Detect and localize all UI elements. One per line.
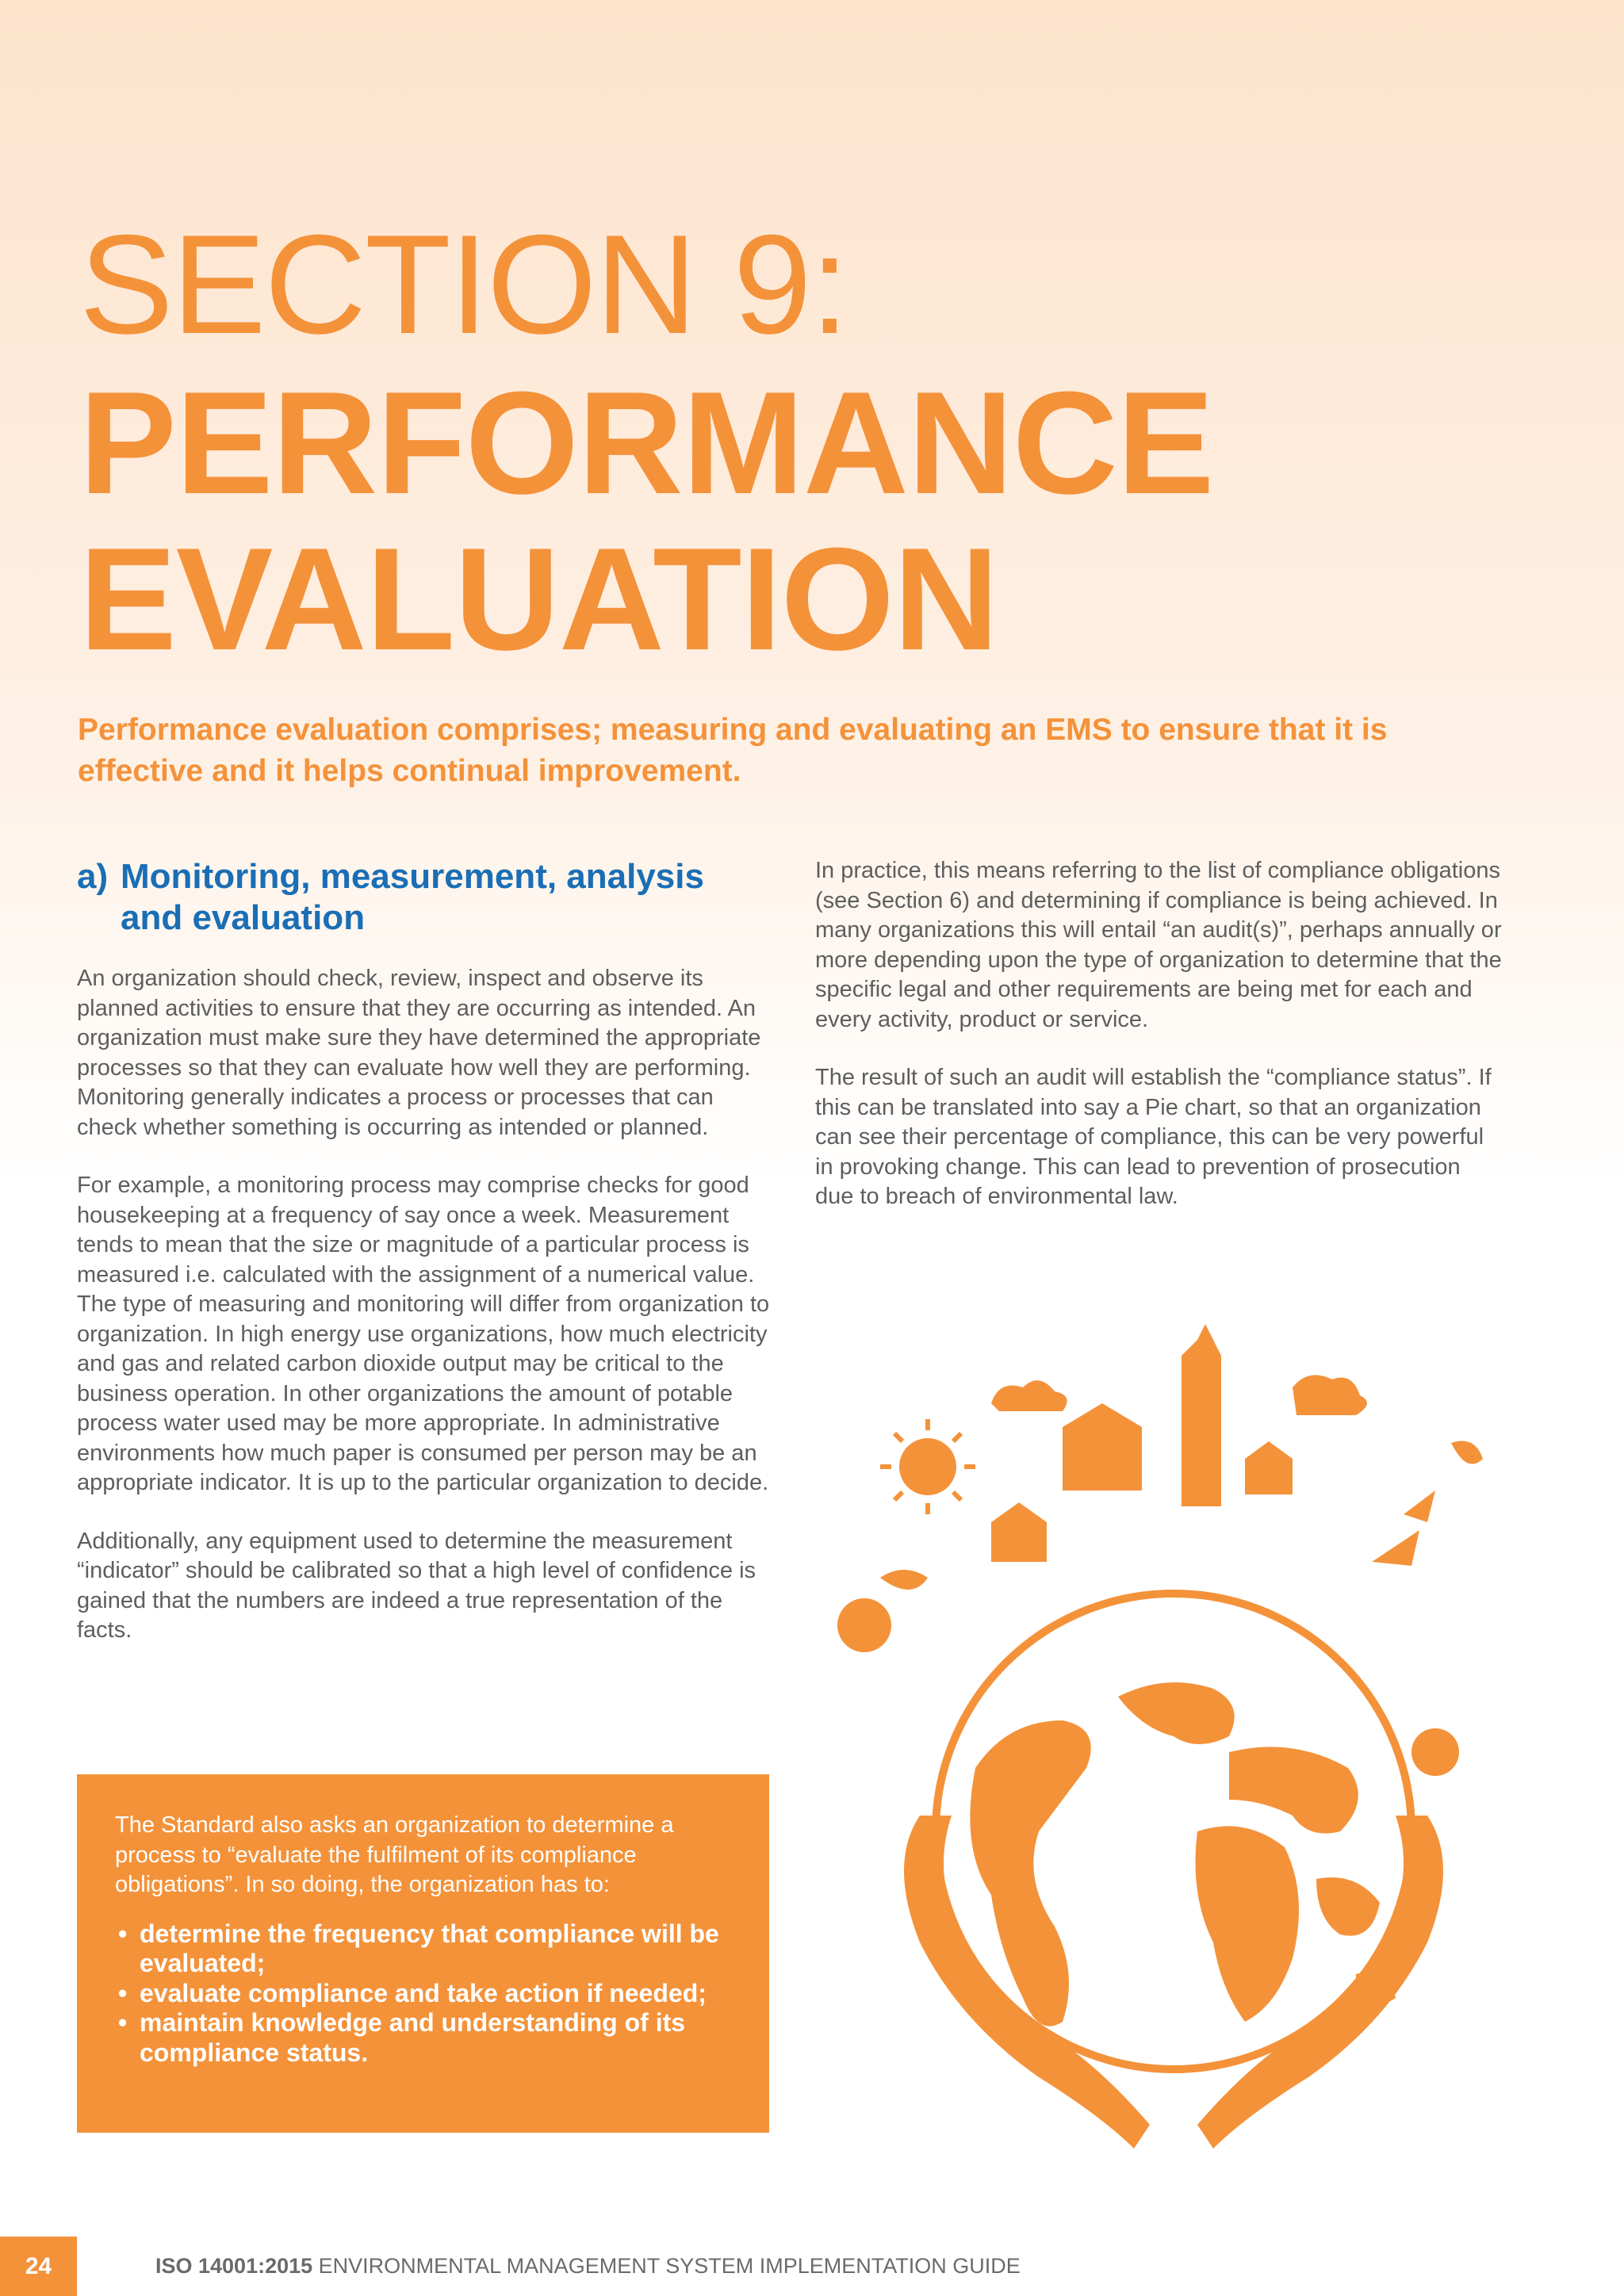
- paragraph: In practice, this means referring to the list of compliance obligations (see Section 6) and determining if compliance is being achieved. In many organizations this will entail “an audit(s)”, perhaps annually or more depending upon the type of organization to determine that the specific legal and other requirements are being met for each and every activity, product or service.: [815, 858, 1502, 1032]
- callout-bullet: • determine the frequency that compliance will be evaluated;: [115, 1919, 730, 1979]
- globe-in-hands-icon: [801, 1324, 1546, 2164]
- subsection-heading: [77, 856, 775, 939]
- paragraph: Additionally, any equipment used to determine the measurement “indicator” should be calibrated so that a high level of confidence is gained that the numbers are indeed a true representation of the facts.: [77, 1528, 756, 1643]
- paragraph: The result of such an audit will establish the “compliance status”. If this can be translated into say a Pie chart, so that an organization can see their percentage of compliance, this can be very powerful in provoking change. This can lead to prevention of prosecution due to breach of environmental law.: [815, 1065, 1492, 1209]
- callout-list: [115, 1919, 730, 2068]
- footer-guide-title: ENVIRONMENTAL MANAGEMENT SYSTEM IMPLEMENTATION GUIDE: [312, 2254, 1021, 2278]
- callout-lead: The Standard also asks an organization to determine a process to “evaluate the fulfilment of its compliance obligations”. In so doing, the organization has to:: [115, 1812, 674, 1897]
- callout-bullet: • maintain knowledge and understanding of its compliance status.: [115, 2008, 730, 2068]
- section-label: SECTION 9:: [79, 205, 848, 363]
- footer-doc-title: [155, 2254, 1021, 2279]
- paragraph: For example, a monitoring process may comprise checks for good housekeeping at a frequency of say once a week. Measurement tends to mean that the size or magnitude of a particular process is measured i.e. calculated with the assignment of a numerical value. The type of measuring and monitoring will differ from organization to organization. In high energy use organizations, how much electricity and gas and related carbon dioxide output may be critical to the business operation. In other organizations the amount of potable process water used may be more appropriate. In administrative environments how much paper is consumed per person may be an appropriate indicator. It is up to the particular organization to decide.: [77, 1173, 770, 1495]
- page-number: 24: [0, 2237, 77, 2296]
- page-title-line2: EVALUATION: [79, 517, 998, 680]
- paragraph: An organization should check, review, inspect and observe its planned activities to ensure that they are occurring as intended. An organization must make sure they have determined the appropriate processes so that they can evaluate how well they are performing. Monitoring generally indicates a process or processes that can check whether something is occurring as intended or planned.: [77, 966, 761, 1140]
- footer-standard: ISO 14001:2015: [155, 2254, 313, 2278]
- compliance-callout-box: [77, 1774, 769, 2133]
- subsection-letter: a): [77, 857, 109, 896]
- subsection-title: Monitoring, measurement, analysis and evaluation: [121, 857, 704, 937]
- right-column: [815, 856, 1505, 1241]
- page-title-line1: PERFORMANCE: [79, 361, 1214, 524]
- left-column: [77, 856, 775, 1674]
- intro-statement: Performance evaluation comprises; measuring and evaluating an EMS to ensure that it is effective and it helps continual improvement.: [78, 713, 1388, 788]
- callout-bullet: • evaluate compliance and take action if needed;: [115, 1979, 730, 2009]
